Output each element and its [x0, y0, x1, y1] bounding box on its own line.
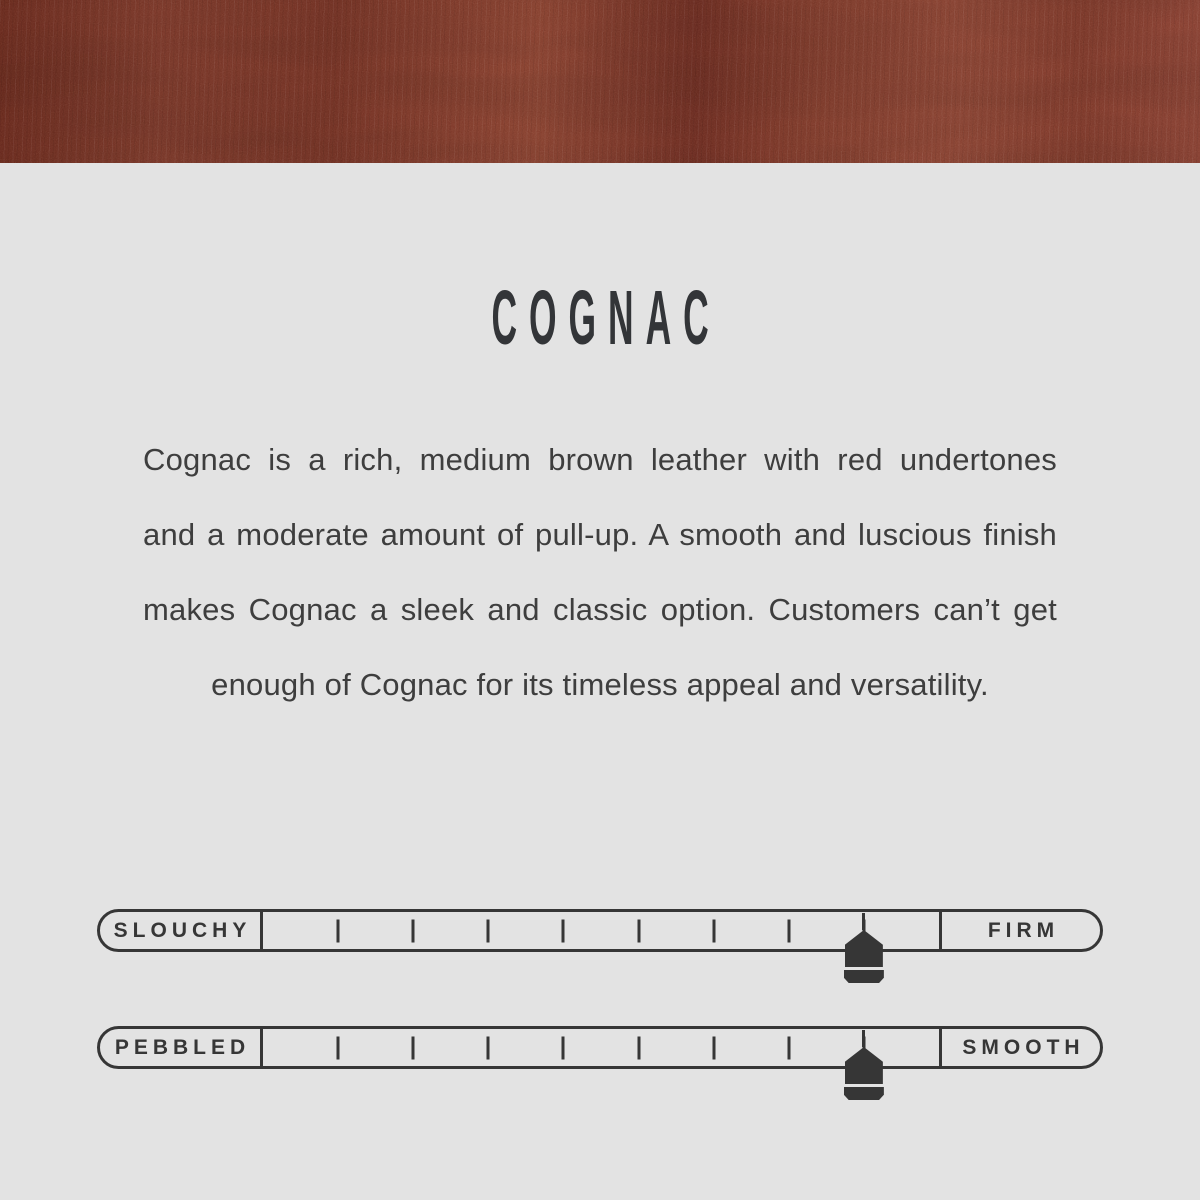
- leather-texture-banner: [0, 0, 1200, 163]
- pointer-pin-icon: [845, 930, 883, 967]
- leather-attribute-scales: [97, 909, 1103, 1069]
- scale-label-firm: FIRM: [987, 918, 1060, 942]
- scale-label-smooth: SMOOTH: [962, 1035, 1085, 1059]
- scale-tick: [562, 1036, 565, 1059]
- scale-tick: [562, 919, 565, 942]
- scale-tick: [787, 1036, 790, 1059]
- scale-tick: [337, 919, 340, 942]
- scale-tick: [487, 919, 490, 942]
- description-line: makes Cognac a sleek and classic option. Customers can’t get: [143, 592, 1057, 627]
- firmness-scale: [97, 909, 1103, 952]
- title-area: [0, 266, 1200, 370]
- scale-tick: [637, 1036, 640, 1059]
- scale-tick: [412, 919, 415, 942]
- pointer-bar: [844, 970, 884, 983]
- scale-tick: [712, 919, 715, 942]
- pointer-pin-icon: [845, 1047, 883, 1084]
- scale-tick: [487, 1036, 490, 1059]
- scale-tick: [637, 919, 640, 942]
- pointer-bar: [844, 1087, 884, 1100]
- page-title: COGNAC: [491, 274, 721, 361]
- texture-scale-track: [263, 1029, 939, 1066]
- scale-tick: [712, 1036, 715, 1059]
- leather-description: [143, 422, 1057, 722]
- firmness-slider-pointer[interactable]: [844, 913, 884, 983]
- firmness-scale-track: [263, 912, 939, 949]
- pointer-stem: [862, 913, 865, 930]
- scale-tick: [787, 919, 790, 942]
- pointer-stem: [862, 1030, 865, 1047]
- description-line: Cognac is a rich, medium brown leather with red undertones: [143, 442, 1057, 477]
- scale-tick: [412, 1036, 415, 1059]
- scale-tick: [337, 1036, 340, 1059]
- scale-label-pebbled: PEBBLED: [114, 1035, 251, 1059]
- leather-grain-texture: [0, 0, 1200, 163]
- scale-label-slouchy: SLOUCHY: [113, 918, 252, 942]
- description-line: and a moderate amount of pull-up. A smooth and luscious finish: [143, 517, 1057, 552]
- texture-slider-pointer[interactable]: [844, 1030, 884, 1100]
- description-line: enough of Cognac for its timeless appeal and versatility.: [211, 667, 989, 702]
- texture-scale: [97, 1026, 1103, 1069]
